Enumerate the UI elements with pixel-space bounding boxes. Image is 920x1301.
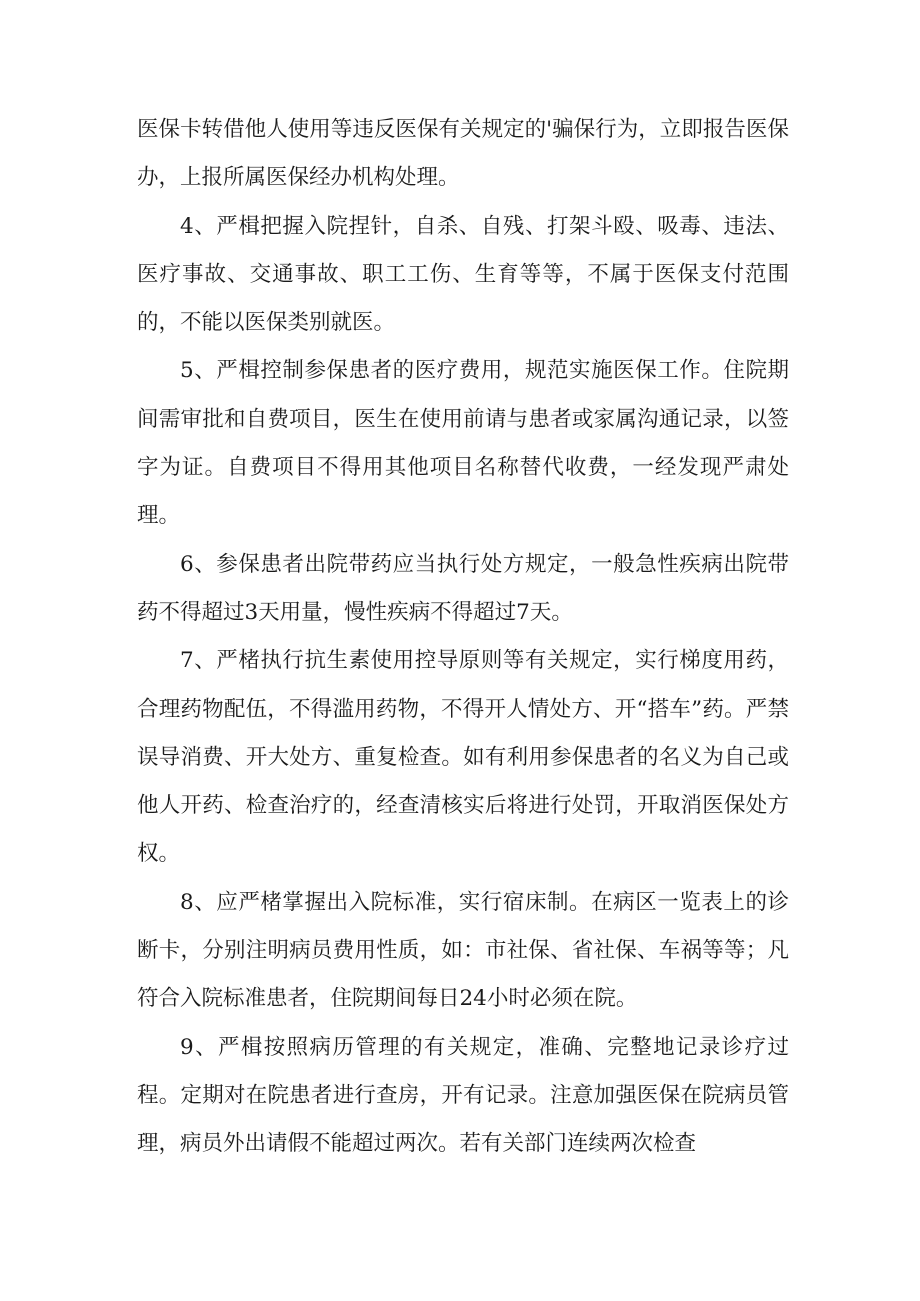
paragraph-item-5: 5、严楫控制参保患者的医疗费用，规范实施医保工作。住院期间需审批和自费项目，医生在使用前请与患者或家属沟通记录，以签字为证。自费项目不得用其他项目名称替代收费，一经发现严肃处理。 [137, 358, 789, 529]
document-body [137, 106, 789, 1169]
paragraph-continuation: 医保卡转借他人使用等违反医保有关规定的'骗保行为，立即报告医保办，上报所属医保经办机构处理。 [137, 117, 789, 191]
paragraph-item-7: 7、严楮执行抗生素使用控导原则等有关规定，实行梯度用药，合理药物配伍，不得滥用药物，不得开人情处方、开“搭车”药。严禁误导消费、开大处方、重复检查。如有利用参保患者的名义为自己或他人开药、检查治疗的，经查清核实后将进行处罚，开取消医保处方权。 [137, 648, 789, 867]
paragraph-item-9: 9、严楫按照病历管理的有关规定，准确、完整地记录诊疗过程。定期对在院患者进行查房，开有记录。注意加强医保在院病员管理，病员外出请假不能超过两次。若有关部门连续两次检查 [137, 1034, 789, 1157]
paragraph-item-8: 8、应严楮掌握出入院标准，实行宿床制。在病区一览表上的诊断卡，分别注明病员费用性质，如：市社保、省社保、车祸等等；凡符合入院标准患者，住院期间每日24小时必须在院。 [137, 889, 789, 1012]
paragraph-item-6: 6、参保患者出院带药应当执行处方规定，一般急性疾病出院带药不得超过3天用量，慢性疾病不得超过7天。 [137, 551, 789, 625]
paragraph-item-4: 4、严楫把握入院捏针，自杀、自残、打架斗殴、吸毒、违法、医疗事故、交通事故、职工工伤、生育等等，不属于医保支付范围的，不能以医保类别就医。 [137, 213, 789, 336]
